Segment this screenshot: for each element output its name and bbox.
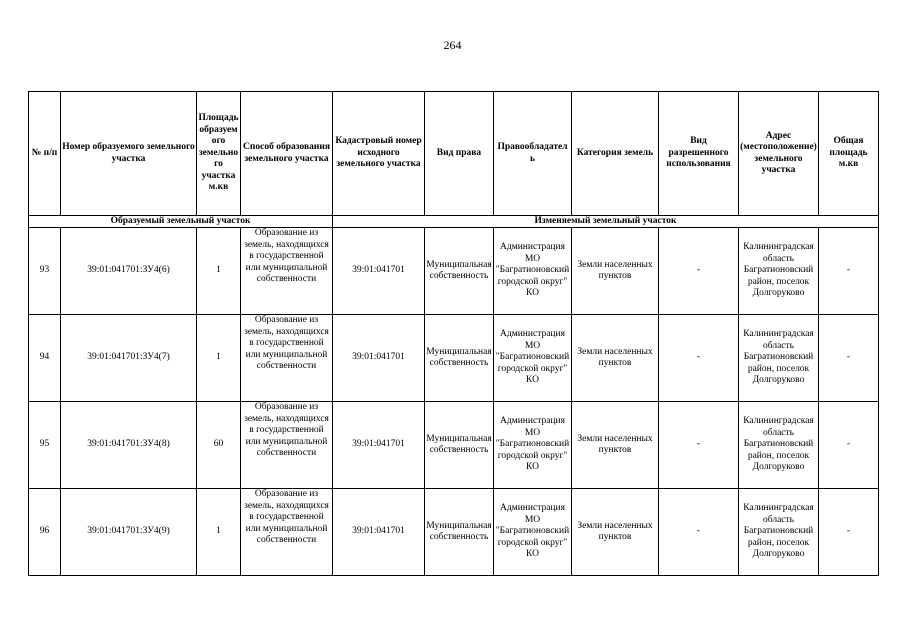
cell-address: Калининградская область Багратионовский район, поселок Долгоруково bbox=[739, 228, 819, 315]
cell-area: 1 bbox=[197, 315, 241, 402]
header-cadastral: Кадастровый номер исходного земельного участка bbox=[333, 92, 425, 216]
cell-address: Калининградская область Багратионовский район, поселок Долгоруково bbox=[739, 402, 819, 489]
land-plot-table bbox=[28, 91, 879, 576]
cell-total-area: - bbox=[819, 402, 879, 489]
cell-cadastral: 39:01:041701 bbox=[333, 489, 425, 576]
table-row bbox=[29, 402, 879, 489]
cell-permitted-use: - bbox=[659, 315, 739, 402]
cell-area: 1 bbox=[197, 228, 241, 315]
header-category: Категория земель bbox=[572, 92, 659, 216]
cell-category: Земли населенных пунктов bbox=[572, 402, 659, 489]
header-area: Площадь образуемого земельного участка м.кв bbox=[197, 92, 241, 216]
table-row bbox=[29, 228, 879, 315]
cell-right-type: Муниципальная собственность bbox=[425, 315, 494, 402]
cell-num: 96 bbox=[29, 489, 61, 576]
cell-plot-number: 39:01:041701:ЗУ4(6) bbox=[61, 228, 197, 315]
cell-right-type: Муниципальная собственность bbox=[425, 402, 494, 489]
cell-num: 93 bbox=[29, 228, 61, 315]
cell-cadastral: 39:01:041701 bbox=[333, 402, 425, 489]
cell-plot-number: 39:01:041701:ЗУ4(7) bbox=[61, 315, 197, 402]
cell-permitted-use: - bbox=[659, 402, 739, 489]
table-row bbox=[29, 489, 879, 576]
header-num: № п/п bbox=[29, 92, 61, 216]
cell-area: 60 bbox=[197, 402, 241, 489]
header-permitted-use: Вид разрешенного использования bbox=[659, 92, 739, 216]
header-holder: Правообладатель bbox=[494, 92, 572, 216]
section-row bbox=[29, 216, 879, 228]
cell-method: Образование из земель, находящихся в государственной или муниципальной собственности bbox=[241, 315, 333, 402]
cell-category: Земли населенных пунктов bbox=[572, 315, 659, 402]
header-right-type: Вид права bbox=[425, 92, 494, 216]
cell-address: Калининградская область Багратионовский район, поселок Долгоруково bbox=[739, 315, 819, 402]
table-row bbox=[29, 315, 879, 402]
cell-method: Образование из земель, находящихся в государственной или муниципальной собственности bbox=[241, 228, 333, 315]
cell-plot-number: 39:01:041701:ЗУ4(9) bbox=[61, 489, 197, 576]
cell-method: Образование из земель, находящихся в государственной или муниципальной собственности bbox=[241, 402, 333, 489]
cell-cadastral: 39:01:041701 bbox=[333, 315, 425, 402]
header-plot-number: Номер образуемого земельного участка bbox=[61, 92, 197, 216]
cell-permitted-use: - bbox=[659, 228, 739, 315]
header-address: Адрес (местоположение) земельного участка bbox=[739, 92, 819, 216]
cell-holder: Администрация МО "Багратионовский городской округ" КО bbox=[494, 402, 572, 489]
section-changed: Изменяемый земельный участок bbox=[333, 216, 879, 228]
cell-category: Земли населенных пунктов bbox=[572, 489, 659, 576]
cell-num: 95 bbox=[29, 402, 61, 489]
cell-num: 94 bbox=[29, 315, 61, 402]
cell-holder: Администрация МО "Багратионовский городской округ" КО bbox=[494, 228, 572, 315]
cell-right-type: Муниципальная собственность bbox=[425, 489, 494, 576]
cell-permitted-use: - bbox=[659, 489, 739, 576]
header-method: Способ образования земельного участка bbox=[241, 92, 333, 216]
cell-total-area: - bbox=[819, 228, 879, 315]
page-number: 264 bbox=[443, 38, 462, 52]
cell-total-area: - bbox=[819, 489, 879, 576]
cell-cadastral: 39:01:041701 bbox=[333, 228, 425, 315]
cell-total-area: - bbox=[819, 315, 879, 402]
cell-plot-number: 39:01:041701:ЗУ4(8) bbox=[61, 402, 197, 489]
header-row bbox=[29, 92, 879, 216]
cell-category: Земли населенных пунктов bbox=[572, 228, 659, 315]
cell-area: 1 bbox=[197, 489, 241, 576]
cell-method: Образование из земель, находящихся в государственной или муниципальной собственности bbox=[241, 489, 333, 576]
cell-holder: Администрация МО "Багратионовский городской округ" КО bbox=[494, 315, 572, 402]
header-total-area: Общая площадь м.кв bbox=[819, 92, 879, 216]
cell-holder: Администрация МО "Багратионовский городской округ" КО bbox=[494, 489, 572, 576]
section-formed: Образуемый земельный участок bbox=[29, 216, 333, 228]
cell-address: Калининградская область Багратионовский район, поселок Долгоруково bbox=[739, 489, 819, 576]
cell-right-type: Муниципальная собственность bbox=[425, 228, 494, 315]
